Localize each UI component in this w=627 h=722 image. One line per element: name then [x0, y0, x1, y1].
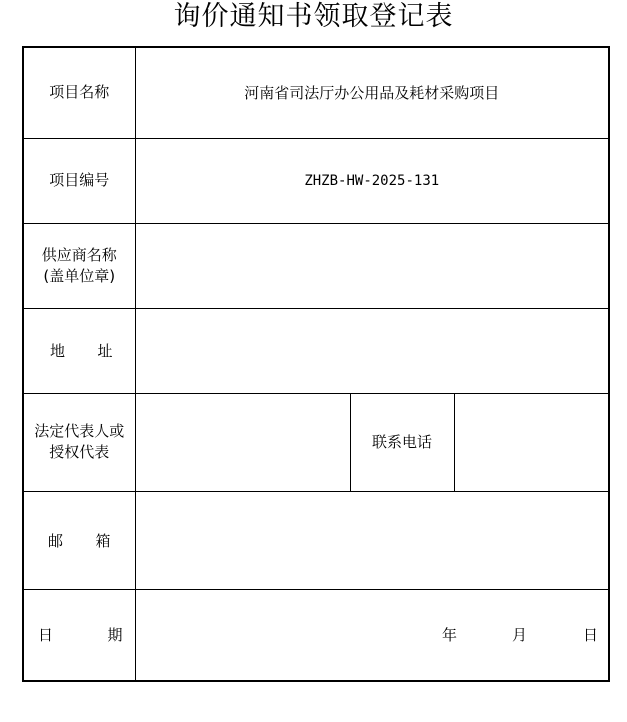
supplier-value-field[interactable] [135, 223, 609, 308]
address-label-char2: 址 [97, 342, 113, 360]
address-value-field[interactable] [135, 308, 609, 393]
phone-label: 联系电话 [350, 393, 454, 491]
project-name-value[interactable]: 河南省司法厅办公用品及耗材采购项目 [135, 47, 609, 138]
row-project-name [23, 47, 609, 138]
row-address [23, 308, 609, 393]
email-label-char2: 箱 [95, 531, 111, 550]
date-year-label: 年 [441, 626, 457, 645]
legal-rep-label [23, 393, 135, 491]
row-date [23, 589, 609, 681]
project-number-value[interactable]: ZHZB-HW-2025-131 [135, 138, 609, 223]
email-value-field[interactable] [135, 491, 609, 589]
date-label [23, 589, 135, 681]
email-label-char1: 邮 [48, 531, 64, 550]
date-month-label: 月 [511, 626, 527, 645]
address-label [23, 308, 135, 393]
date-value-field[interactable] [135, 589, 609, 681]
row-supplier [23, 223, 609, 308]
date-day-label: 日 [583, 626, 599, 645]
row-email [23, 491, 609, 589]
date-label-char2: 期 [107, 626, 123, 645]
date-label-char1: 日 [38, 626, 54, 645]
registration-table [22, 46, 610, 682]
supplier-label-line1: 供应商名称 [41, 245, 117, 264]
form-title: 询价通知书领取登记表 [173, 1, 454, 32]
legal-rep-value-field[interactable] [135, 393, 350, 491]
email-label [23, 491, 135, 589]
supplier-label [23, 223, 135, 308]
project-name-label: 项目名称 [23, 47, 135, 138]
legal-rep-label-line2: 授权代表 [49, 443, 110, 461]
project-number-label: 项目编号 [23, 138, 135, 223]
row-project-number [23, 138, 609, 223]
row-legal-rep [23, 393, 609, 491]
supplier-label-line2: (盖单位章) [43, 266, 116, 285]
legal-rep-label-line1: 法定代表人或 [34, 422, 125, 440]
phone-value-field[interactable] [454, 393, 609, 491]
address-label-char1: 地 [50, 342, 66, 360]
